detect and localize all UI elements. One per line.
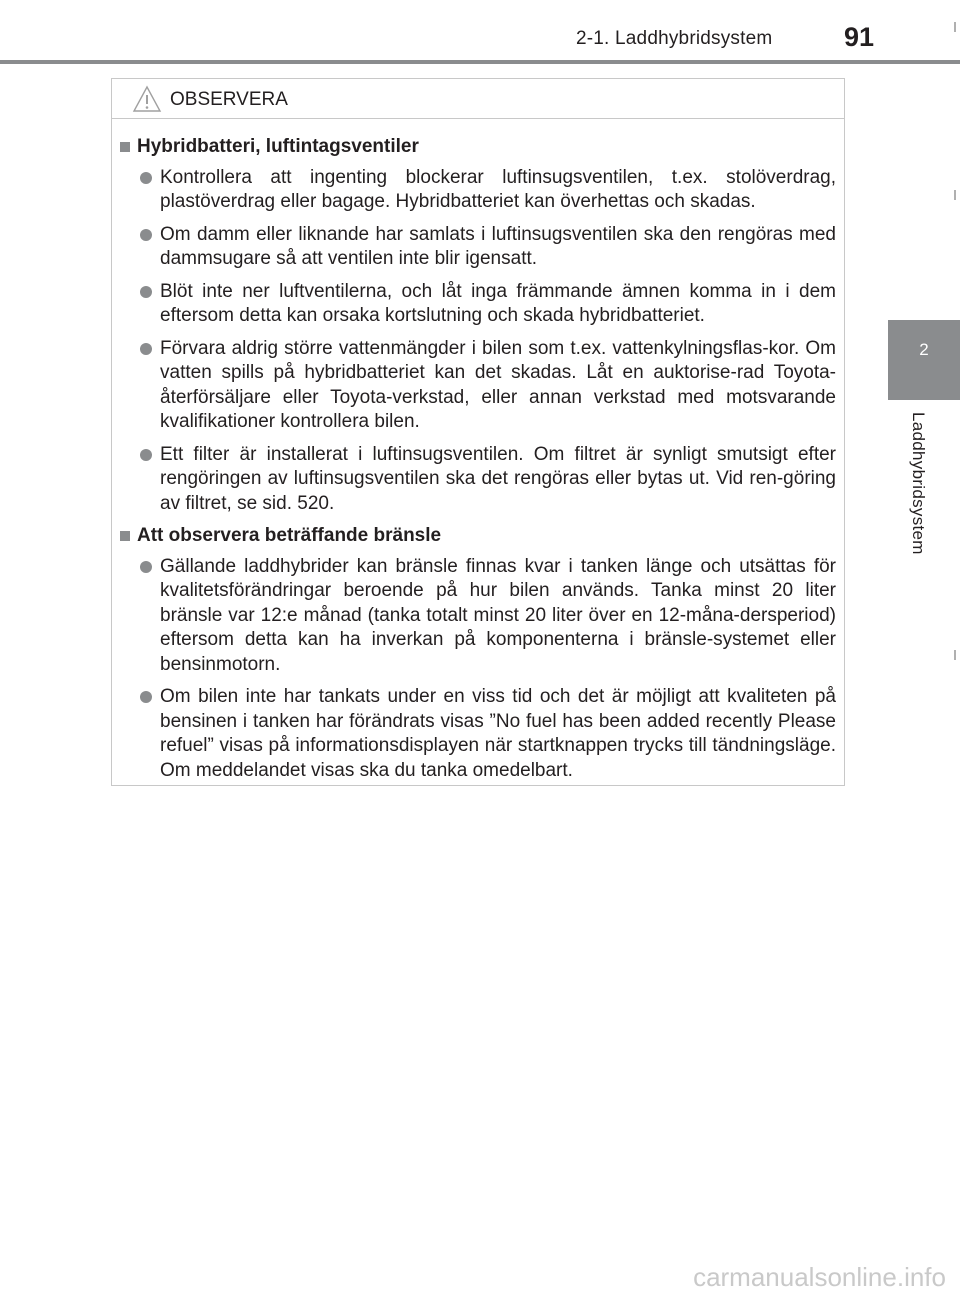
list-item [120,685,836,783]
chapter-side-label: Laddhybridsystem [909,412,928,555]
list-item-text: Gällande laddhybrider kan bränsle finnas kvar i tanken länge och utsättas för kvalitetsförändringar beroende på hur bilen används. Tanka minst 20 liter bränsle var 12:e månad (tanka totalt minst 20 liter över en 12-måna-dersperiod) eftersom detta kan ha inverkan på komponenterna i bränsle-systemet eller bensinmotorn. [160,555,836,675]
edge-tick-top [954,22,956,32]
section-heading-text: Hybridbatteri, luftintagsventiler [137,136,419,157]
chapter-tab-number: 2 [919,340,929,359]
section-battery [120,135,836,516]
list-item [120,280,836,329]
square-bullet-icon [120,531,130,541]
list-item [120,443,836,517]
chapter-tab [888,320,960,400]
page-number: 91 [844,22,875,52]
header-section-title: 2-1. Laddhybridsystem [576,28,773,49]
section-heading [120,524,836,549]
caution-box [111,78,845,786]
list-item [120,223,836,272]
edge-tick-middle [954,190,956,200]
list-item-text: Blöt inte ner luftventilerna, och låt inga främmande ämnen komma in i dem eftersom detta kan orsaka kortslutning och skada hybridbatteriet. [160,280,836,326]
round-bullet-icon [140,691,152,703]
list-item [120,166,836,215]
round-bullet-icon [140,343,152,355]
list-item-text: Om bilen inte har tankats under en viss tid och det är möjligt att kvaliteten på bensinen i tanken har förändrats visas ”No fuel has been added recently Please refuel” visas på informationsdisplayen när startknappen trycks till tändningsläge. Om meddelandet visas ska du tanka omedelbart. [160,686,836,781]
list-item-text: Kontrollera att ingenting blockerar luftinsugsventilen, t.ex. stolöverdrag, plastöverdrag eller bagage. Hybridbatteriet kan överhettas och skadas. [160,166,836,212]
list-item [120,337,836,435]
caution-header [112,79,844,119]
caution-content [112,135,844,791]
watermark: carmanualsonline.info [693,1262,946,1292]
warning-triangle-icon [132,85,162,118]
list-item [120,555,836,678]
round-bullet-icon [140,286,152,298]
round-bullet-icon [140,449,152,461]
square-bullet-icon [120,142,130,152]
section-heading [120,135,836,160]
round-bullet-icon [140,561,152,573]
caution-title: OBSERVERA [170,89,288,110]
list-item-text: Ett filter är installerat i luftinsugsventilen. Om filtret är synligt smutsigt efter rengöringen av luftinsugsventilen ska det rengöras eller bytas ut. Vid ren-göring av filtret, se sid. 520. [160,443,836,514]
list-item-text: Om damm eller liknande har samlats i luftinsugsventilen ska den rengöras med dammsugare så att ventilen inte blir igensatt. [160,223,836,269]
round-bullet-icon [140,172,152,184]
section-fuel [120,524,836,783]
header-rule [0,60,960,64]
list-item-text: Förvara aldrig större vattenmängder i bilen som t.ex. vattenkylningsflas-kor. Om vatten spills på hybridbatteriet kan det skadas. Låt en auktorise-rad Toyota-återförsäljare eller Toyota-verkstad, eller annan verkstad med motsvarande kvalifikationer kontrollera bilen. [160,337,836,432]
section-heading-text: Att observera beträffande bränsle [137,525,442,546]
round-bullet-icon [140,229,152,241]
edge-tick-lower [954,650,956,660]
